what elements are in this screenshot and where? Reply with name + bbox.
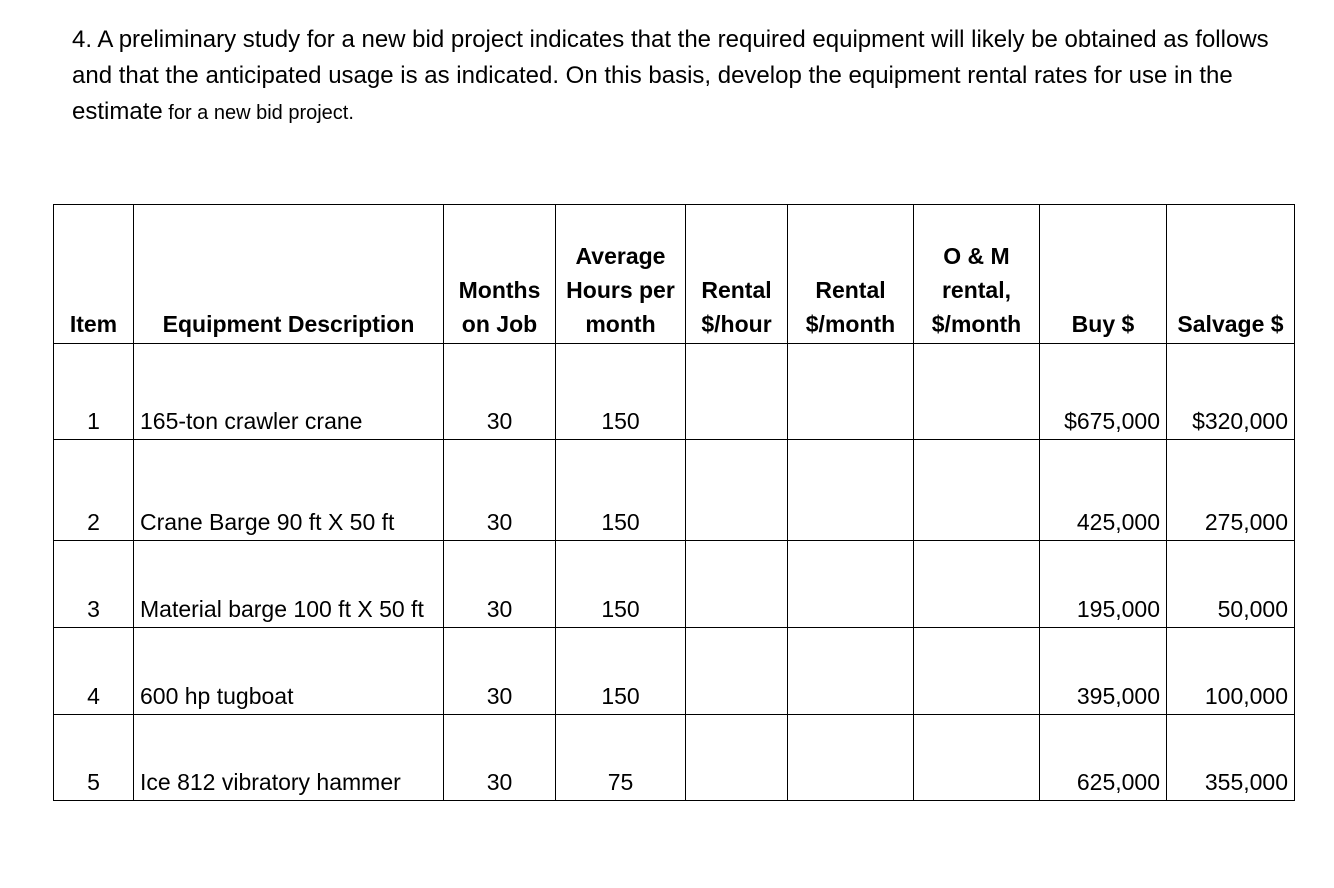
cell-salvage: 100,000 (1167, 628, 1295, 715)
cell-rental-month (788, 715, 914, 801)
cell-rental-hour (686, 628, 788, 715)
question-text (72, 22, 1302, 131)
cell-buy: $675,000 (1040, 344, 1167, 440)
cell-om (914, 628, 1040, 715)
cell-om (914, 715, 1040, 801)
cell-hours: 150 (556, 440, 686, 541)
cell-salvage: 50,000 (1167, 541, 1295, 628)
cell-rental-month (788, 440, 914, 541)
cell-rental-hour (686, 344, 788, 440)
cell-salvage: $320,000 (1167, 344, 1295, 440)
header-salvage: Salvage $ (1167, 205, 1295, 344)
table-row (54, 715, 1295, 801)
table-row (54, 344, 1295, 440)
cell-item: 5 (54, 715, 134, 801)
cell-rental-month (788, 344, 914, 440)
cell-om (914, 541, 1040, 628)
question-main: 4. A preliminary study for a new bid project indicates that the required equipment will likely be obtained as follows and that the anticipated usage is as indicated. On this basis, develop the equipment rental rates for use in the estimate (72, 26, 1269, 125)
table-row (54, 440, 1295, 541)
equipment-table (53, 204, 1295, 801)
header-rental-hour: Rental $/hour (686, 205, 788, 344)
cell-buy: 425,000 (1040, 440, 1167, 541)
cell-months: 30 (444, 440, 556, 541)
table-header-row (54, 205, 1295, 344)
cell-rental-month (788, 628, 914, 715)
cell-description: Material barge 100 ft X 50 ft (134, 541, 444, 628)
cell-rental-hour (686, 541, 788, 628)
cell-item: 2 (54, 440, 134, 541)
header-description: Equipment Description (134, 205, 444, 344)
cell-months: 30 (444, 628, 556, 715)
header-item: Item (54, 205, 134, 344)
cell-months: 30 (444, 715, 556, 801)
cell-hours: 150 (556, 344, 686, 440)
cell-description: Crane Barge 90 ft X 50 ft (134, 440, 444, 541)
cell-buy: 395,000 (1040, 628, 1167, 715)
cell-item: 3 (54, 541, 134, 628)
cell-item: 1 (54, 344, 134, 440)
table-row (54, 628, 1295, 715)
cell-description: Ice 812 vibratory hammer (134, 715, 444, 801)
header-hours: Average Hours per month (556, 205, 686, 344)
header-months: Months on Job (444, 205, 556, 344)
header-buy: Buy $ (1040, 205, 1167, 344)
header-rental-month: Rental $/month (788, 205, 914, 344)
cell-salvage: 355,000 (1167, 715, 1295, 801)
cell-buy: 625,000 (1040, 715, 1167, 801)
cell-months: 30 (444, 541, 556, 628)
cell-item: 4 (54, 628, 134, 715)
cell-months: 30 (444, 344, 556, 440)
cell-om (914, 440, 1040, 541)
table-row (54, 541, 1295, 628)
cell-rental-hour (686, 440, 788, 541)
cell-hours: 75 (556, 715, 686, 801)
cell-buy: 195,000 (1040, 541, 1167, 628)
cell-hours: 150 (556, 628, 686, 715)
cell-hours: 150 (556, 541, 686, 628)
question-tail: for a new bid project. (162, 102, 354, 124)
cell-rental-month (788, 541, 914, 628)
cell-salvage: 275,000 (1167, 440, 1295, 541)
cell-om (914, 344, 1040, 440)
header-om: O & M rental, $/month (914, 205, 1040, 344)
cell-rental-hour (686, 715, 788, 801)
cell-description: 165-ton crawler crane (134, 344, 444, 440)
cell-description: 600 hp tugboat (134, 628, 444, 715)
